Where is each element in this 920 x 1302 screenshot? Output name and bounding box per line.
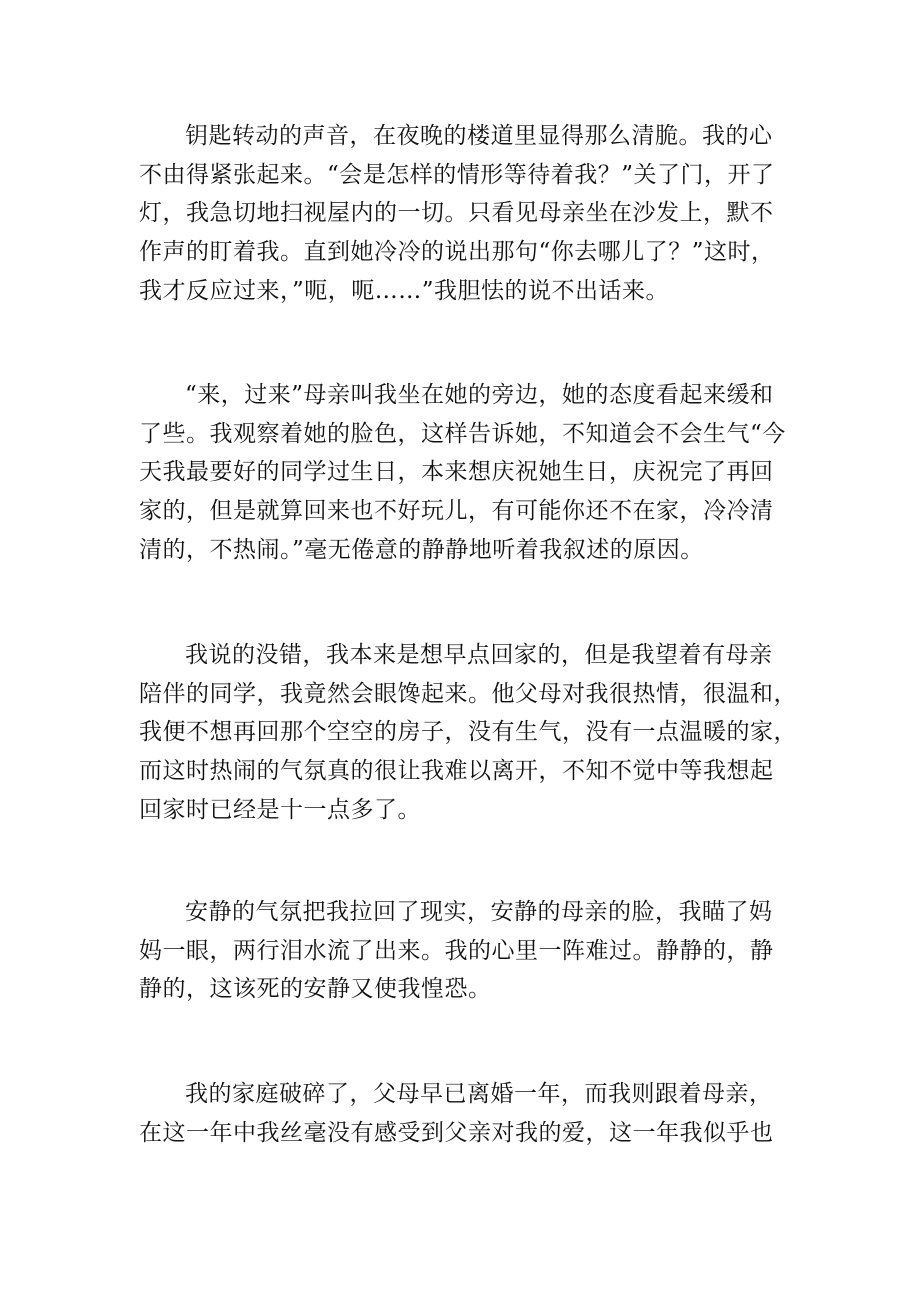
text-line: 家的，但是就算回来也不好玩儿，有可能你还不在家，冷冷清 <box>139 498 774 525</box>
text-line: 了些。我观察着她的脸色，这样告诉她，不知道会不会生气“今 <box>139 420 786 447</box>
text-line: 钥匙转动的声音，在夜晚的楼道里显得那么清脆。我的心 <box>185 123 773 149</box>
paragraph-1 <box>139 117 789 310</box>
paragraph-3 <box>139 636 797 829</box>
text-line: 灯，我急切地扫视屋内的一切。只看见母亲坐在沙发上，默不 <box>139 200 774 227</box>
text-line: 我的家庭破碎了，父母早已离婚一年，而我则跟着母亲， <box>185 1081 773 1107</box>
text-line: 妈一眼，两行泪水流了出来。我的心里一阵难过。静静的，静 <box>139 937 774 964</box>
text-line: 在这一年中我丝毫没有感受到父亲对我的爱，这一年我似乎也 <box>139 1119 774 1146</box>
text-line: 我才反应过来，”呃，呃……”我胆怯的说不出话来。 <box>139 277 670 304</box>
text-line: 我说的没错，我本来是想早点回家的，但是我望着有母亲 <box>185 642 773 668</box>
text-line: 陪伴的同学，我竟然会眼馋起来。他父母对我很热情，很温和， <box>139 680 797 707</box>
text-line: 作声的盯着我。直到她冷冷的说出那句“你去哪儿了？”这时， <box>139 239 775 266</box>
text-line: 天我最要好的同学过生日，本来想庆祝她生日，庆祝完了再回 <box>139 459 774 486</box>
paragraph-2 <box>139 376 789 569</box>
text-line: 回家时已经是十一点多了。 <box>139 796 421 823</box>
text-line: 静的，这该死的安静又使我惶恐。 <box>139 976 492 1003</box>
paragraph-4 <box>139 893 789 1009</box>
text-line: 而这时热闹的气氛真的很让我难以离开，不知不觉中等我想起 <box>139 758 774 785</box>
text-line: “来，过来”母亲叫我坐在她的旁边，她的态度看起来缓和 <box>185 382 774 408</box>
text-line: 我便不想再回那个空空的房子，没有生气，没有一点温暖的家， <box>139 719 797 746</box>
text-line: 安静的气氛把我拉回了现实，安静的母亲的脸，我瞄了妈 <box>185 899 773 925</box>
paragraph-5 <box>139 1075 789 1152</box>
text-line: 清的，不热闹。”毫无倦意的静静地听着我叙述的原因。 <box>139 536 704 563</box>
text-line: 不由得紧张起来。“会是怎样的情形等待着我？”关了门，开了 <box>139 161 775 188</box>
